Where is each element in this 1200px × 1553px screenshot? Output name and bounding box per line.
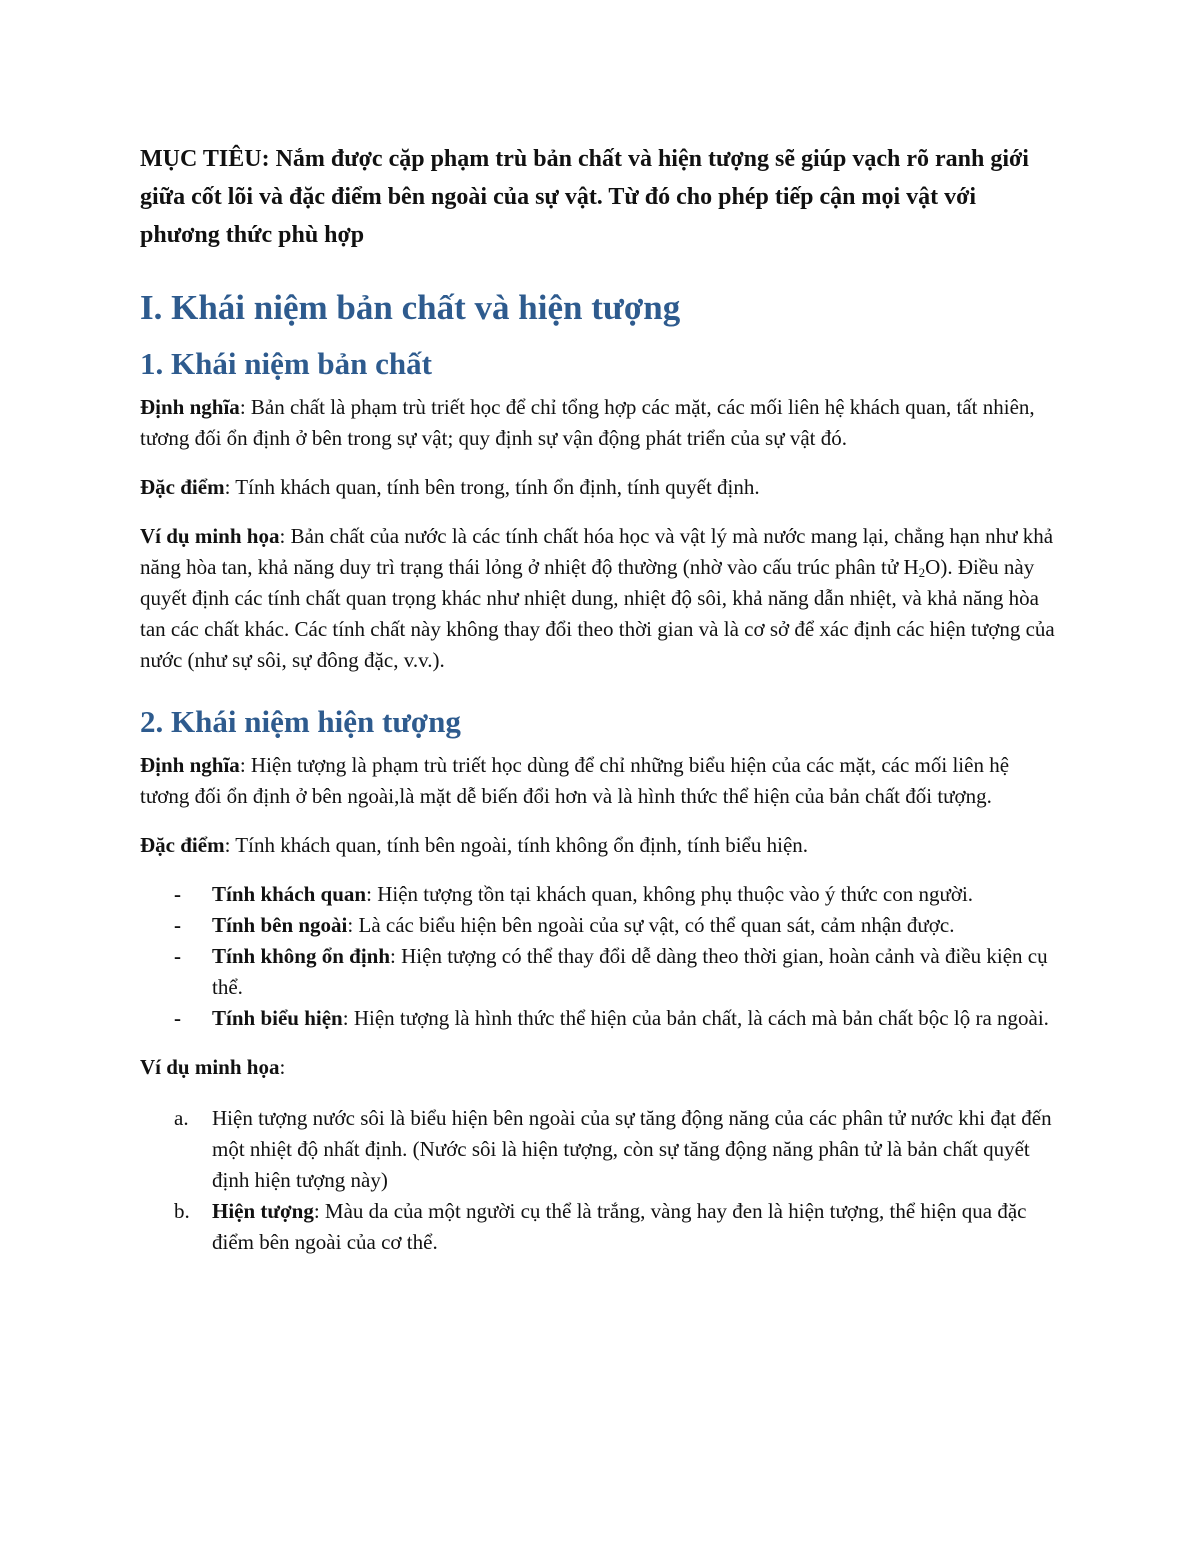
dash-marker: - xyxy=(174,1006,181,1030)
dash-marker: - xyxy=(174,913,181,937)
essence-definition-text: : Bản chất là phạm trù triết học để chỉ tổng hợp các mặt, các mối liên hệ khách quan, tất nhiên, tương đối ổn định ở bên trong sự vật; quy định sự vận động phát triển của sự vật đó. xyxy=(140,395,1035,450)
section-heading: I. Khái niệm bản chất và hiện tượng xyxy=(140,288,681,327)
essence-features xyxy=(140,472,1060,503)
list-item-label: Tính không ổn định xyxy=(212,944,391,968)
list-item-label: Tính biểu hiện xyxy=(212,1006,343,1030)
dash-marker: - xyxy=(174,944,181,968)
phenomenon-definition-label: Định nghĩa xyxy=(140,753,240,777)
phenomenon-features-label: Đặc điểm xyxy=(140,833,225,857)
essence-features-label: Đặc điểm xyxy=(140,475,225,499)
list-item xyxy=(140,1003,1060,1034)
essence-example-subscript: 2 xyxy=(918,565,926,580)
alpha-marker: a. xyxy=(174,1106,189,1130)
list-item-label: Tính khách quan xyxy=(212,882,367,906)
phenomenon-features-text: : Tính khách quan, tính bên ngoài, tính không ổn định, tính biểu hiện. xyxy=(224,833,809,857)
phenomenon-example-heading xyxy=(140,1052,1060,1083)
phenomenon-example-label: Ví dụ minh họa xyxy=(140,1055,280,1079)
list-item xyxy=(140,879,1060,910)
list-item xyxy=(140,910,1060,941)
objective-paragraph xyxy=(140,140,1060,254)
list-item xyxy=(140,1103,1060,1196)
list-item xyxy=(140,1196,1060,1258)
subsection-heading-phenomenon: 2. Khái niệm hiện tượng xyxy=(140,704,461,739)
list-item-text: : Hiện tượng tồn tại khách quan, không phụ thuộc vào ý thức con người. xyxy=(366,882,974,906)
essence-example-text-after: O). Điều này quyết định các tính chất quan trọng khác như nhiệt dung, nhiệt độ sôi, khả năng dẫn nhiệt, và khả năng hòa tan các chất khác. Các tính chất này không thay đổi theo thời gian và là cơ sở để xác định các hiện tượng của nước (như sự sôi, sự đông đặc, v.v.). xyxy=(140,555,1055,672)
phenomenon-feature-list xyxy=(140,879,1060,1034)
phenomenon-example-list xyxy=(140,1103,1060,1258)
phenomenon-definition xyxy=(140,750,1060,812)
essence-features-text: : Tính khách quan, tính bên trong, tính ổn định, tính quyết định. xyxy=(224,475,760,499)
essence-definition-label: Định nghĩa xyxy=(140,395,240,419)
alpha-marker: b. xyxy=(174,1199,190,1223)
objective-text: Nắm được cặp phạm trù bản chất và hiện tượng sẽ giúp vạch rõ ranh giới giữa cốt lõi và đặc điểm bên ngoài của sự vật. Từ đó cho phép tiếp cận mọi vật với phương thức phù hợp xyxy=(140,146,1029,248)
subsection-heading-essence: 1. Khái niệm bản chất xyxy=(140,346,432,381)
essence-example-text-before: : Bản chất của nước là các tính chất hóa học và vật lý mà nước mang lại, chẳng hạn như khả năng hòa tan, khả năng duy trì trạng thái lỏng ở nhiệt độ thường (nhờ vào cấu trúc phân tử H xyxy=(140,524,1054,579)
essence-example-label: Ví dụ minh họa xyxy=(140,524,280,548)
objective-label: MỤC TIÊU: xyxy=(140,146,270,172)
essence-definition xyxy=(140,392,1060,454)
phenomenon-definition-text: : Hiện tượng là phạm trù triết học dùng để chỉ những biểu hiện của các mặt, các mối liên hệ tương đối ổn định ở bên ngoài,là mặt dễ biến đổi hơn và là hình thức thể hiện của bản chất đối tượng. xyxy=(140,753,1010,808)
list-item xyxy=(140,941,1060,1003)
essence-example xyxy=(140,521,1060,676)
list-item-text: : Hiện tượng là hình thức thể hiện của bản chất, là cách mà bản chất bộc lộ ra ngoài. xyxy=(342,1006,1049,1030)
phenomenon-features xyxy=(140,830,1060,861)
list-item-label: Tính bên ngoài xyxy=(212,913,348,937)
list-item-text: : Là các biểu hiện bên ngoài của sự vật, có thể quan sát, cảm nhận được. xyxy=(347,913,955,937)
list-item-text: : Màu da của một người cụ thể là trắng, vàng hay đen là hiện tượng, thể hiện qua đặc điểm bên ngoài của cơ thể. xyxy=(212,1199,1027,1254)
list-item-text: : Hiện tượng có thể thay đổi dễ dàng theo thời gian, hoàn cảnh và điều kiện cụ thể. xyxy=(212,944,1048,999)
dash-marker: - xyxy=(174,882,181,906)
phenomenon-example-colon: : xyxy=(279,1055,286,1079)
list-item-label: Hiện tượng xyxy=(212,1199,314,1223)
list-item-text: Hiện tượng nước sôi là biểu hiện bên ngoài của sự tăng động năng của các phân tử nước khi đạt đến một nhiệt độ nhất định. (Nước sôi là hiện tượng, còn sự tăng động năng phân tử là bản chất quyết định hiện tượng này) xyxy=(212,1106,1052,1192)
